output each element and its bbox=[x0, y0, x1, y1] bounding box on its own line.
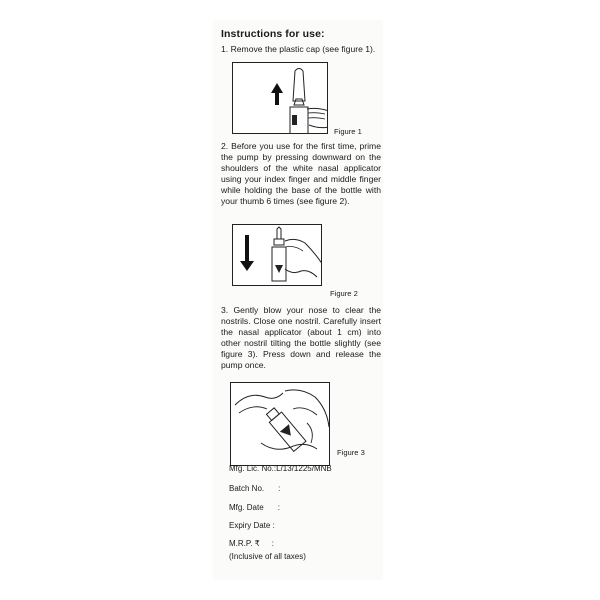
figure-1-caption: Figure 1 bbox=[334, 127, 362, 136]
batch-no-value: : bbox=[278, 484, 281, 493]
step-1 bbox=[221, 44, 381, 55]
taxes-note: (Inclusive of all taxes) bbox=[229, 552, 306, 561]
remove-cap-icon bbox=[233, 63, 328, 134]
mfg-lic-no-field bbox=[229, 464, 332, 473]
instruction-leaflet bbox=[213, 20, 383, 580]
mfg-lic-no-value: L/13/1225/MNB bbox=[276, 464, 332, 473]
expiry-date-field bbox=[229, 521, 275, 530]
instructions-title: Instructions for use: bbox=[221, 28, 325, 40]
figure-3-caption: Figure 3 bbox=[337, 448, 365, 457]
batch-no-field bbox=[229, 484, 280, 493]
mfg-date-label: Mfg. Date bbox=[229, 503, 264, 512]
figure-1-illustration bbox=[232, 62, 328, 134]
figure-2-illustration bbox=[232, 224, 322, 286]
figure-3-illustration bbox=[230, 382, 330, 466]
batch-no-label: Batch No. bbox=[229, 484, 265, 493]
figure-2-caption: Figure 2 bbox=[330, 289, 358, 298]
expiry-date-label: Expiry Date : bbox=[229, 521, 275, 530]
step-1-text: Remove the plastic cap (see figure 1). bbox=[230, 44, 376, 54]
mrp-field bbox=[229, 539, 274, 548]
mrp-label: M.R.P. ₹ bbox=[229, 539, 260, 548]
step-2-number: 2. bbox=[221, 141, 229, 151]
step-1-number: 1. bbox=[221, 44, 229, 54]
step-2 bbox=[221, 141, 381, 207]
mfg-date-value: : bbox=[277, 503, 280, 512]
insert-applicator-icon bbox=[231, 383, 330, 466]
prime-pump-icon bbox=[233, 225, 322, 286]
step-3 bbox=[221, 305, 381, 371]
mfg-date-field bbox=[229, 503, 280, 512]
step-3-number: 3. bbox=[221, 305, 229, 315]
step-3-text: Gently blow your nose to clear the nostrils. Close one nostril. Carefully insert the nasal applicator (about 1 cm) into other nostril tilting the bottle slightly (see figure 3). Press down and release the pump once. bbox=[221, 305, 382, 370]
step-2-text: Before you use for the first time, prime the pump by pressing downward on the shoulders of the white nasal applicator using your index finger and middle finger while holding the base of the bottle with your thumb 6 times (see figure 2). bbox=[221, 141, 381, 206]
mrp-value: : bbox=[271, 539, 274, 548]
mfg-lic-no-label: Mfg. Lic. No.: bbox=[229, 464, 277, 473]
